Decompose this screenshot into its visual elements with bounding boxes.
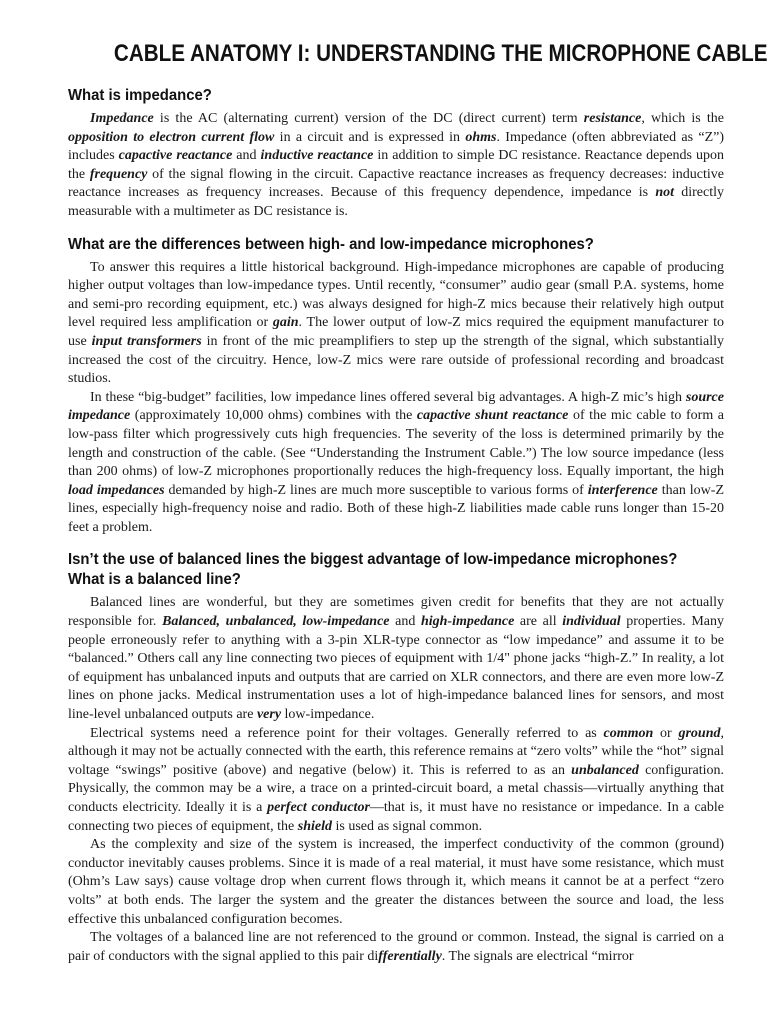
paragraph: The voltages of a balanced line are not referenced to the ground or common. Instead, the signal is carried on a pair of conductors with the signal applied to this pair differentially. The signals are electrical “mirror [68,930,724,964]
section-heading: What is impedance? [68,87,212,104]
emphasized-term: interference [587,482,658,498]
emphasized-term: fferentially [378,948,442,964]
emphasized-term: frequency [89,166,148,182]
section [68,550,724,966]
emphasized-term: ground [678,725,721,741]
document-body [68,86,724,966]
emphasized-term: very [256,707,282,723]
emphasized-term: opposition to electron current flow [68,129,275,145]
paragraph: Impedance is the AC (alternating current) version of the DC (direct current) term resistance, which is the opposition to electron current flow in a circuit and is expressed in ohms. Impedance (often abbreviated as “Z”) includes capactive reactance and inductive reactance in addition to simple DC resistance. Reactance depends upon the frequency of the signal flowing in the circuit. Capactive reactance increases as frequency decreases: inductive reactance increases as frequency increases. Because of this frequency dependence, impedance is not directly measurable with a multimeter as DC resistance is. [68,111,725,219]
emphasized-term: capactive shunt reactance [416,408,569,424]
emphasized-term: gain [272,315,299,331]
emphasized-term: Impedance [90,111,154,126]
paragraph: To answer this requires a little historical background. High-impedance microphones are capable of producing higher output voltages than low-impedance types. Until recently, “consumer” audio gear (small P.A. systems, home and semi-pro recording equipment, etc.) was always designed for high-Z mics because their relatively high output level required less amplification or gain. The lower output of low-Z mics required the equipment manufacturer to use input transformers in front of the mic preamplifiers to step up the strength of the signal, which substantially increased the cost of the circuitry. Hence, low-Z mics were rare outside of professional recording and broadcast studios. [68,259,724,387]
emphasized-term: not [655,185,675,201]
section-heading: What are the differences between high- and low-impedance microphones? [68,235,594,253]
section [68,86,724,222]
paragraph: In these “big-budget” facilities, low impedance lines offered several big advantages. A high-Z mic’s high source impedance (approximately 10,000 ohms) combines with the capactive shunt reactance of the mic cable to form a low-pass filter which progressively cuts high frequencies. The severity of the loss is determined primarily by the length and construction of the cable. (See “Understanding the Instrument Cable.”) The low source impedance (less than 200 ohms) of low-Z microphones proportionally reduces the high-frequency loss. Equally important, the high load impedances demanded by high-Z lines are much more susceptible to various forms of interference than low-Z lines, especially high-frequency noise and radio. Both of these high-Z liabilities made cable runs longer than 15-20 feet a problem. [68,389,725,535]
emphasized-term: source impedance [68,389,724,424]
section [68,235,724,538]
emphasized-term: input transformers [91,333,202,349]
emphasized-term: shield [297,818,332,834]
paragraph: As the complexity and size of the system is increased, the imperfect conductivity of the common (ground) conductor inevitably causes problems. Since it is made of a real material, it must have some resistance, which must (Ohm’s Law says) cause voltage drop when current flows through it, which means it cannot be at a perfect “zero volts” at both ends. The larger the system and the greater the distances between the source and load, the less effective this unbalanced configuration becomes. [68,837,724,927]
emphasized-term: high-impedance [420,614,515,630]
document-title: CABLE ANATOMY I: UNDERSTANDING THE MICROPHONE CABLE [113,40,768,67]
emphasized-term: unbalanced [571,762,639,778]
section-heading: Isn’t the use of balanced lines the biggest advantage of low-impedance microphones? What is a balanced line? [68,551,678,589]
emphasized-term: common [603,725,654,741]
emphasized-term: Balanced, unbalanced, low-impedance [162,614,390,630]
emphasized-term: ohms [465,129,497,145]
emphasized-term: capactive reactance [118,148,233,164]
emphasized-term: inductive reactance [260,148,374,164]
emphasized-term: resistance [583,111,642,126]
emphasized-term: load impedances [68,482,165,498]
paragraph: Balanced lines are wonderful, but they are sometimes given credit for benefits that they are not actually responsible for. Balanced, unbalanced, low-impedance and high-impedance are all individual properties. Many people erroneously refer to anything with a 3-pin XLR-type connector as “low impedance” and assume it to be “balanced.” Others call any line connecting two pieces of equipment with 1/4" phone jacks “high-Z.” In reality, a lot of equipment has unbalanced inputs and outputs that are carried on XLR connectors, and there are even more low-Z lines on phone jacks. Medical instrumentation uses a lot of high-impedance balanced lines for sensors, and most line-level unbalanced outputs are very low-impedance. [68,595,724,723]
paragraph: Electrical systems need a reference point for their voltages. Generally referred to as common or ground, although it may not be actually connected with the earth, this reference remains at “zero volts” while the “hot” signal voltage “swings” positive (above) and negative (below) it. This is referred to as an unbalanced configuration. Physically, the common may be a wire, a trace on a printed-circuit board, a metal chassis—virtually anything that conducts electricity. Ideally it is a perfect conductor—that is, it must have no resistance or impedance. In a cable connecting two pieces of equipment, the shield is used as signal common. [68,725,724,834]
emphasized-term: individual [562,614,621,630]
emphasized-term: perfect conductor [267,800,370,815]
